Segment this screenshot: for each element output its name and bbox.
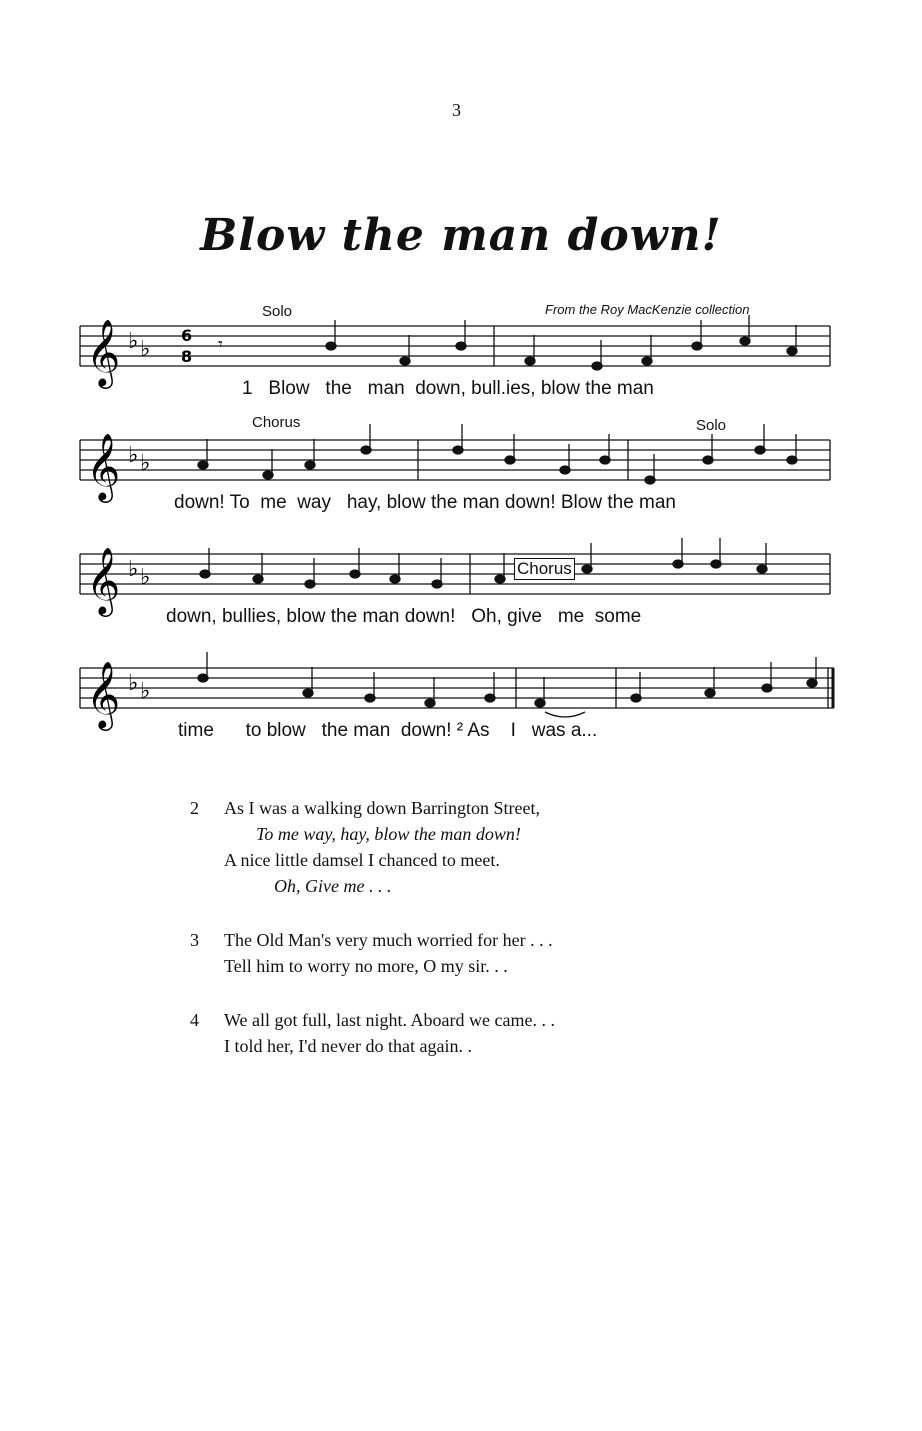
time-signature-bottom: 8 xyxy=(181,347,193,366)
solo-label: Solo xyxy=(262,303,293,320)
verse-refrain-line: Oh, Give me . . . xyxy=(274,876,392,896)
verse-4 xyxy=(190,1007,555,1059)
rest-icon: 𝄾 xyxy=(218,334,223,355)
flat-sign-icon: ♭ xyxy=(140,451,151,476)
verse-refrain-line: To me way, hay, blow the man down! xyxy=(256,824,521,844)
staff-4 xyxy=(0,642,922,732)
music-system-4 xyxy=(0,642,922,752)
collection-credit: From the Roy MacKenzie collection xyxy=(545,302,750,317)
treble-clef-icon: 𝄞 xyxy=(86,432,121,500)
song-title: Blow the man down! xyxy=(200,210,722,261)
chorus-label: Chorus xyxy=(514,558,575,580)
lyrics-line-3: down, bullies, blow the man down! Oh, give me some xyxy=(166,606,642,627)
treble-clef-icon: 𝄞 xyxy=(86,546,121,614)
verses-section xyxy=(190,795,555,1087)
staff-2 xyxy=(0,414,922,504)
verse-line: A nice little damsel I chanced to meet. xyxy=(224,850,500,870)
verse-line: We all got full, last night. Aboard we came. . . xyxy=(224,1010,555,1030)
verse-line: Tell him to worry no more, O my sir. . . xyxy=(224,956,508,976)
page-number: 3 xyxy=(452,100,461,120)
lyrics-line-4: time to blow the man down! ² As I was a... xyxy=(178,720,598,741)
music-system-3 xyxy=(0,528,922,638)
music-system-1 xyxy=(0,300,922,410)
treble-clef-icon: 𝄞 xyxy=(86,318,121,386)
verse-3 xyxy=(190,927,555,979)
flat-sign-icon: ♭ xyxy=(128,329,139,354)
verse-number: 4 xyxy=(190,1010,199,1030)
treble-clef-icon: 𝄞 xyxy=(86,660,121,728)
verse-number: 3 xyxy=(190,930,199,950)
verse-line: As I was a walking down Barrington Street, xyxy=(224,798,540,818)
verse-number: 2 xyxy=(190,798,199,818)
solo-label: Solo xyxy=(696,417,727,434)
flat-sign-icon: ♭ xyxy=(128,557,139,582)
staff-3 xyxy=(0,528,922,618)
chorus-label: Chorus xyxy=(252,414,301,431)
verse-line: I told her, I'd never do that again. . xyxy=(224,1036,472,1056)
lyrics-line-2: down! To me way hay, blow the man down! Blow the man xyxy=(174,492,676,513)
flat-sign-icon: ♭ xyxy=(128,443,139,468)
verse-line: The Old Man's very much worried for her . . . xyxy=(224,930,553,950)
time-signature-top: 6 xyxy=(181,326,193,345)
lyrics-line-1: 1 Blow the man down, bull.ies, blow the man xyxy=(242,378,654,399)
flat-sign-icon: ♭ xyxy=(140,337,151,362)
flat-sign-icon: ♭ xyxy=(140,565,151,590)
flat-sign-icon: ♭ xyxy=(128,671,139,696)
staff-1 xyxy=(0,300,922,390)
tie-mark xyxy=(545,712,585,717)
flat-sign-icon: ♭ xyxy=(140,679,151,704)
music-system-2 xyxy=(0,414,922,524)
verse-2 xyxy=(190,795,555,899)
